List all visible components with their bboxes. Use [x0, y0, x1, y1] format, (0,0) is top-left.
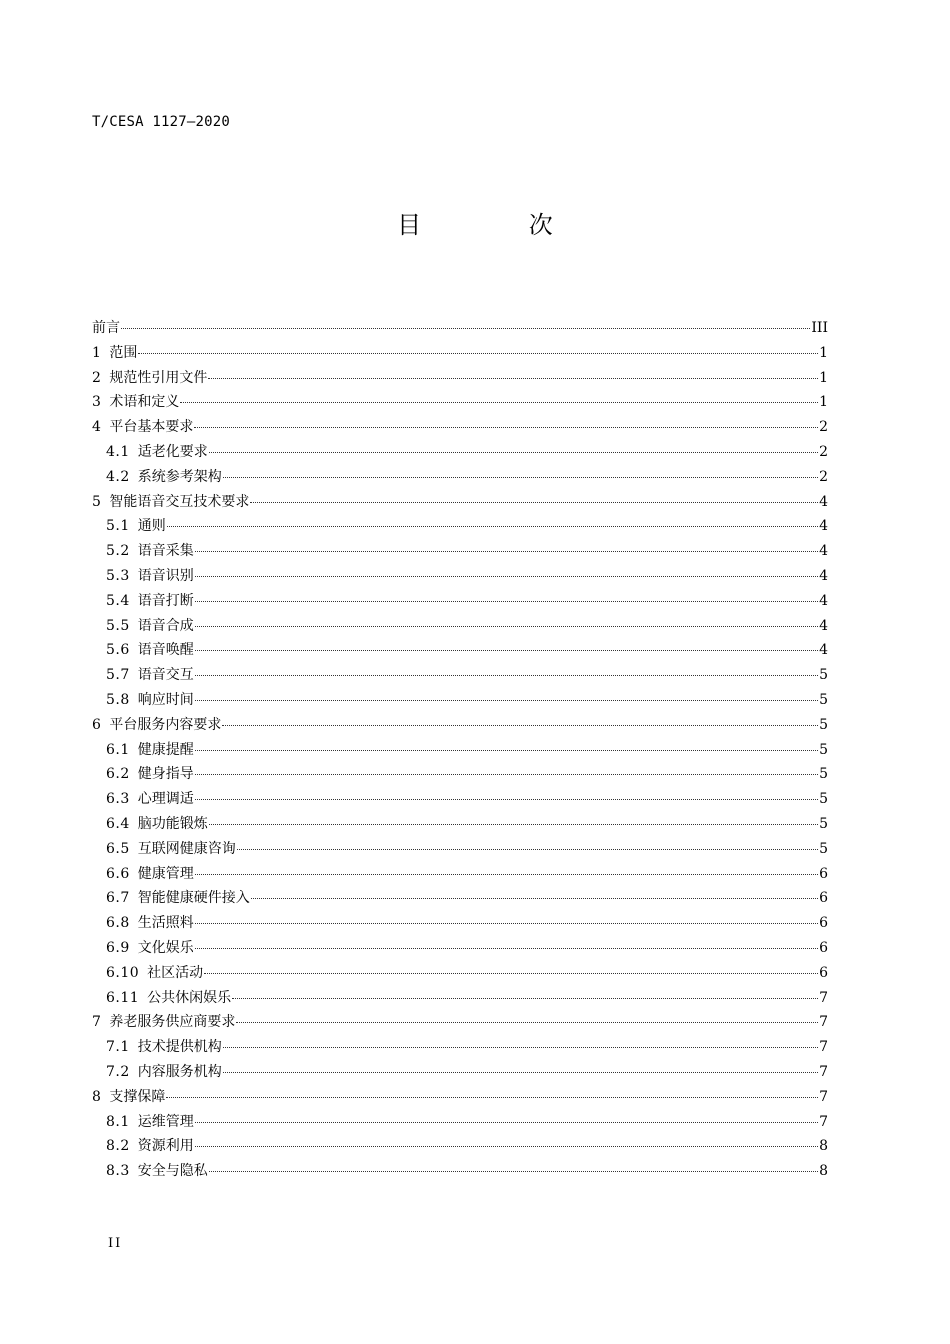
toc-dot-leader [209, 1157, 818, 1172]
toc-entry-title: 平台服务内容要求 [109, 716, 222, 733]
toc-entry-number: 5.6 [106, 642, 130, 659]
toc-dot-leader [232, 984, 818, 999]
toc-entry-number: 8.3 [106, 1163, 130, 1180]
toc-entry[interactable] [92, 713, 828, 738]
toc-entry[interactable] [92, 911, 828, 936]
toc-entry-number: 6.10 [106, 964, 140, 981]
toc-dot-leader [237, 835, 818, 850]
toc-entry-title: 语音交互 [137, 667, 194, 684]
toc-entry-number: 5.7 [106, 667, 130, 684]
toc-entry-page: 1 [819, 344, 828, 361]
toc-entry-title: 文化娱乐 [137, 939, 194, 956]
toc-entry-title: 心理调适 [137, 791, 194, 808]
toc-entry[interactable] [92, 738, 828, 763]
toc-entry[interactable] [92, 986, 828, 1011]
toc-entry[interactable] [92, 1110, 828, 1135]
toc-entry-number: 5.4 [106, 592, 130, 609]
toc-entry[interactable] [92, 1085, 828, 1110]
toc-dot-leader [195, 760, 818, 775]
toc-dot-leader [209, 438, 818, 453]
toc-entry-number: 4.2 [106, 468, 130, 485]
toc-entry-page: 8 [819, 1163, 828, 1180]
toc-entry-number: 5.2 [106, 543, 130, 560]
toc-entry-page: 7 [819, 1039, 828, 1056]
toc-entry[interactable] [92, 564, 828, 589]
toc-entry-page: 6 [819, 915, 828, 932]
toc-entry-title: 生活照料 [137, 915, 194, 932]
toc-dot-leader [195, 1132, 818, 1147]
toc-dot-leader [236, 1008, 818, 1023]
toc-entry-title: 系统参考架构 [137, 468, 222, 485]
toc-dot-leader [209, 810, 818, 825]
toc-entry[interactable] [92, 1159, 828, 1184]
toc-dot-leader [223, 463, 818, 478]
toc-dot-leader [180, 388, 818, 403]
toc-dot-leader [195, 860, 818, 875]
toc-dot-leader [223, 1058, 818, 1073]
toc-entry-title: 语音识别 [137, 567, 194, 584]
toc-entry[interactable] [92, 316, 828, 341]
toc-entry-number: 6.8 [106, 915, 130, 932]
toc-entry-number: 6.1 [106, 741, 130, 758]
toc-entry-number: 5 [92, 493, 102, 510]
toc-entry-title: 社区活动 [147, 964, 204, 981]
toc-entry-page: 5 [819, 691, 828, 708]
toc-entry-page: 2 [819, 443, 828, 460]
toc-entry-page: 8 [819, 1138, 828, 1155]
toc-entry-page: 2 [819, 468, 828, 485]
toc-entry-number: 6.5 [106, 840, 130, 857]
toc-entry[interactable] [92, 1060, 828, 1085]
toc-dot-leader [167, 512, 818, 527]
toc-entry[interactable] [92, 614, 828, 639]
toc-entry[interactable] [92, 663, 828, 688]
toc-entry-number: 6.6 [106, 865, 130, 882]
toc-dot-leader [195, 562, 818, 577]
toc-entry-number: 5.3 [106, 567, 130, 584]
toc-dot-leader [251, 884, 818, 899]
toc-entry-title: 范围 [109, 344, 138, 361]
toc-entry[interactable] [92, 415, 828, 440]
toc-dot-leader [195, 686, 818, 701]
toc-entry-number: 7.2 [106, 1063, 130, 1080]
toc-dot-leader [195, 587, 818, 602]
toc-entry-number: 7 [92, 1014, 102, 1031]
toc-dot-leader [195, 1108, 818, 1123]
toc-entry[interactable] [92, 1134, 828, 1159]
toc-dot-leader [121, 314, 810, 329]
toc-entry-number: 5.5 [106, 617, 130, 634]
toc-entry-page: 7 [819, 1088, 828, 1105]
toc-dot-leader [166, 1083, 818, 1098]
page-number: II [108, 1236, 123, 1251]
toc-dot-leader [195, 909, 818, 924]
toc-entry-title: 内容服务机构 [137, 1063, 222, 1080]
toc-entry-number: 6 [92, 716, 102, 733]
toc-entry-page: 7 [819, 1113, 828, 1130]
toc-entry-number: 2 [92, 369, 102, 386]
toc-entry-number: 6.9 [106, 939, 130, 956]
toc-entry-page: 6 [819, 865, 828, 882]
toc-entry-page: 5 [819, 667, 828, 684]
toc-dot-leader [250, 488, 818, 503]
toc-dot-leader [195, 636, 818, 651]
toc-entry[interactable] [92, 366, 828, 391]
toc-entry-number: 7.1 [106, 1039, 130, 1056]
toc-entry-number: 5.1 [106, 518, 130, 535]
toc-entry-number: 6.2 [106, 766, 130, 783]
toc-entry-page: 5 [819, 741, 828, 758]
toc-entry[interactable] [92, 465, 828, 490]
toc-entry[interactable] [92, 539, 828, 564]
toc-entry-title: 前言 [92, 320, 120, 336]
toc-dot-leader [204, 959, 818, 974]
toc-entry-page: 6 [819, 939, 828, 956]
toc-dot-leader [208, 364, 818, 379]
toc-entry-page: 7 [819, 989, 828, 1006]
toc-entry-title: 适老化要求 [137, 443, 208, 460]
toc-entry-page: 4 [819, 567, 828, 584]
toc-entry-number: 8 [92, 1088, 102, 1105]
toc-entry-title: 智能健康硬件接入 [137, 890, 250, 907]
toc-entry-title: 语音唤醒 [137, 642, 194, 659]
toc-entry[interactable] [92, 341, 828, 366]
toc-entry[interactable] [92, 886, 828, 911]
toc-entry-number: 1 [92, 344, 102, 361]
toc-entry[interactable] [92, 390, 828, 415]
toc-entry-title: 健康管理 [137, 865, 194, 882]
toc-entry-page: III [811, 320, 828, 336]
toc-entry-page: 6 [819, 890, 828, 907]
toc-entry-title: 资源利用 [137, 1138, 194, 1155]
toc-entry-title: 支撑保障 [109, 1088, 166, 1105]
toc-entry-page: 5 [819, 815, 828, 832]
toc-entry-page: 4 [819, 592, 828, 609]
toc-entry[interactable] [92, 1010, 828, 1035]
document-code: T/CESA 1127—2020 [92, 114, 231, 130]
toc-entry-title: 智能语音交互技术要求 [109, 493, 250, 510]
toc-entry-page: 4 [819, 518, 828, 535]
toc-dot-leader [195, 537, 818, 552]
toc-dot-leader [195, 934, 818, 949]
toc-entry-page: 4 [819, 642, 828, 659]
toc-dot-leader [195, 736, 818, 751]
toc-entry-number: 8.2 [106, 1138, 130, 1155]
toc-entry[interactable] [92, 589, 828, 614]
table-of-contents [92, 316, 828, 1184]
toc-entry-title: 公共休闲娱乐 [147, 989, 232, 1006]
toc-entry-title: 规范性引用文件 [109, 369, 208, 386]
toc-entry-page: 6 [819, 964, 828, 981]
toc-entry[interactable] [92, 440, 828, 465]
toc-dot-leader [195, 661, 818, 676]
toc-dot-leader [138, 339, 818, 354]
toc-entry-page: 5 [819, 840, 828, 857]
toc-entry[interactable] [92, 762, 828, 787]
toc-entry[interactable] [92, 961, 828, 986]
toc-entry-title: 语音打断 [137, 592, 194, 609]
toc-entry-page: 5 [819, 716, 828, 733]
toc-entry-title: 健康提醒 [137, 741, 194, 758]
toc-entry-number: 5.8 [106, 691, 130, 708]
toc-entry-title: 安全与隐私 [137, 1163, 208, 1180]
toc-entry-number: 6.7 [106, 890, 130, 907]
toc-entry-page: 2 [819, 419, 828, 436]
toc-entry[interactable] [92, 490, 828, 515]
toc-dot-leader [223, 1033, 818, 1048]
toc-entry-number: 4 [92, 419, 102, 436]
toc-entry-number: 4.1 [106, 443, 130, 460]
toc-entry-page: 4 [819, 617, 828, 634]
toc-entry-page: 4 [819, 493, 828, 510]
toc-entry-title: 互联网健康咨询 [137, 840, 236, 857]
toc-entry-title: 脑功能锻炼 [137, 815, 208, 832]
toc-entry-page: 7 [819, 1014, 828, 1031]
toc-entry-page: 4 [819, 543, 828, 560]
toc-entry-title: 运维管理 [137, 1113, 194, 1130]
toc-dot-leader [195, 612, 818, 627]
toc-entry-page: 7 [819, 1063, 828, 1080]
toc-entry[interactable] [92, 862, 828, 887]
toc-entry[interactable] [92, 688, 828, 713]
toc-dot-leader [194, 413, 818, 428]
toc-entry-number: 6.3 [106, 791, 130, 808]
toc-entry-title: 平台基本要求 [109, 419, 194, 436]
toc-entry-title: 健身指导 [137, 766, 194, 783]
toc-entry[interactable] [92, 514, 828, 539]
toc-entry-title: 语音合成 [137, 617, 194, 634]
toc-entry-number: 8.1 [106, 1113, 130, 1130]
toc-entry-title: 养老服务供应商要求 [109, 1014, 236, 1031]
toc-entry[interactable] [92, 638, 828, 663]
toc-entry-page: 1 [819, 394, 828, 411]
toc-entry-title: 响应时间 [137, 691, 194, 708]
toc-entry[interactable] [92, 812, 828, 837]
toc-entry-number: 6.4 [106, 815, 130, 832]
toc-entry-title: 语音采集 [137, 543, 194, 560]
toc-dot-leader [222, 711, 818, 726]
toc-entry-title: 术语和定义 [109, 394, 180, 411]
toc-entry-page: 1 [819, 369, 828, 386]
toc-entry[interactable] [92, 1035, 828, 1060]
toc-entry[interactable] [92, 936, 828, 961]
toc-dot-leader [195, 785, 818, 800]
toc-entry-page: 5 [819, 791, 828, 808]
page-title: 目 次 [397, 211, 603, 239]
toc-entry-number: 6.11 [106, 989, 140, 1006]
toc-entry-number: 3 [92, 394, 102, 411]
toc-entry[interactable] [92, 787, 828, 812]
toc-entry-title: 通则 [137, 518, 166, 535]
toc-entry-page: 5 [819, 766, 828, 783]
toc-entry-title: 技术提供机构 [137, 1039, 222, 1056]
toc-entry[interactable] [92, 837, 828, 862]
